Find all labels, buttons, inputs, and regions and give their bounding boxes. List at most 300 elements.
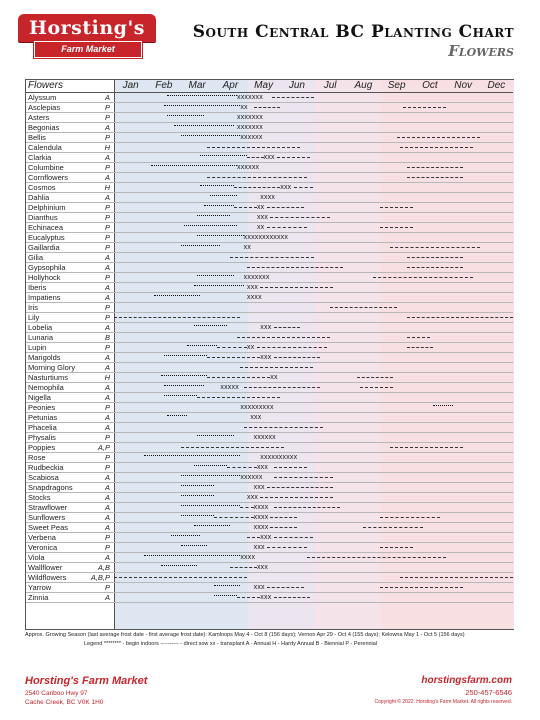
flower-type: A bbox=[104, 353, 110, 362]
direct-sow-mark bbox=[407, 347, 434, 348]
table-row bbox=[26, 113, 513, 123]
flower-type: P bbox=[104, 113, 110, 122]
flower-name: Dianthus bbox=[28, 213, 58, 222]
table-row bbox=[26, 203, 513, 213]
table-row bbox=[26, 473, 513, 483]
logo-name: Horsting's bbox=[29, 17, 145, 39]
transplant-mark: xxxxx bbox=[220, 384, 239, 391]
transplant-mark: xxxx bbox=[253, 504, 269, 511]
flower-name: Marigolds bbox=[28, 353, 61, 362]
flower-type: H bbox=[104, 373, 110, 382]
direct-sow-mark bbox=[267, 547, 307, 548]
flower-name: Scabiosa bbox=[28, 473, 59, 482]
direct-sow-mark bbox=[267, 227, 307, 228]
table-row bbox=[26, 213, 513, 223]
table-row bbox=[26, 343, 513, 353]
indoor-start-mark bbox=[167, 415, 187, 416]
indoor-start-mark bbox=[197, 275, 234, 276]
flower-type: A bbox=[104, 413, 110, 422]
direct-sow-mark bbox=[274, 327, 301, 328]
flower-name: Rose bbox=[28, 453, 46, 462]
direct-sow-mark bbox=[407, 317, 513, 318]
flower-type: A,B bbox=[97, 563, 110, 572]
direct-sow-mark bbox=[207, 177, 307, 178]
indoor-start-mark bbox=[194, 525, 231, 526]
indoor-start-mark bbox=[181, 545, 208, 546]
flower-type: P bbox=[104, 213, 110, 222]
direct-sow-mark bbox=[270, 517, 297, 518]
flower-type: P bbox=[104, 103, 110, 112]
table-row bbox=[26, 553, 513, 563]
transplant-mark: xxxx bbox=[247, 294, 262, 301]
flower-type: P bbox=[104, 233, 110, 242]
indoor-start-mark bbox=[214, 585, 241, 586]
indoor-start-mark bbox=[197, 235, 244, 236]
transplant-mark: xxxxxxxxxx bbox=[260, 454, 298, 461]
flower-name: Sunflowers bbox=[28, 513, 66, 522]
month-header-nov: Nov bbox=[454, 80, 473, 91]
indoor-start-mark bbox=[197, 215, 230, 216]
indoor-start-mark bbox=[164, 355, 207, 356]
direct-sow-mark bbox=[247, 537, 260, 538]
direct-sow-mark bbox=[390, 247, 480, 248]
flower-name: Asters bbox=[28, 113, 50, 122]
direct-sow-mark bbox=[294, 187, 314, 188]
flower-name: Delphinium bbox=[28, 203, 66, 212]
flower-name: Veronica bbox=[28, 543, 58, 552]
flower-type: P bbox=[104, 403, 110, 412]
indoor-start-mark bbox=[184, 225, 237, 226]
table-row bbox=[26, 103, 513, 113]
direct-sow-mark bbox=[260, 497, 333, 498]
indoor-start-mark bbox=[164, 105, 240, 106]
table-row bbox=[26, 313, 513, 323]
table-row bbox=[26, 143, 513, 153]
footer-website-link[interactable]: horstingsfarm.com bbox=[421, 675, 512, 686]
table-row bbox=[26, 233, 513, 243]
direct-sow-mark bbox=[400, 147, 473, 148]
transplant-mark: xxxxxx bbox=[240, 474, 263, 481]
direct-sow-mark bbox=[197, 397, 280, 398]
flower-type: P bbox=[104, 313, 110, 322]
indoor-start-mark bbox=[187, 345, 217, 346]
transplant-mark: xxxx bbox=[253, 514, 269, 521]
table-row bbox=[26, 503, 513, 513]
flower-name: Gypsophila bbox=[28, 263, 66, 272]
indoor-start-mark bbox=[181, 495, 214, 496]
flower-type: A bbox=[104, 193, 110, 202]
direct-sow-mark bbox=[397, 137, 480, 138]
month-header-jan: Jan bbox=[122, 80, 139, 91]
flower-name: Poppies bbox=[28, 443, 56, 452]
footer-business-name: Horsting's Farm Market bbox=[25, 675, 148, 687]
direct-sow-mark bbox=[403, 107, 446, 108]
flower-name: Gaillardia bbox=[28, 243, 60, 252]
month-header-sep: Sep bbox=[387, 80, 406, 91]
footer-address-line2: Cache Creek, BC V0K 1H0 bbox=[25, 699, 104, 706]
indoor-start-mark bbox=[181, 485, 214, 486]
footer-phone: 250-457-6546 bbox=[465, 688, 512, 697]
table-row bbox=[26, 483, 513, 493]
direct-sow-mark bbox=[240, 367, 313, 368]
flower-type: P bbox=[104, 463, 110, 472]
growing-season-note: Approx. Growing Season (last average frost date - first average frost date): Kamloops May 4 - Oct 8 (156 days); Vernon Apr 29 - Oct 4 (155 days); Kelowna May 1 - Oct 5 (156 days) bbox=[25, 632, 465, 638]
footer-address-line1: 2540 Cariboo Hwy 97 bbox=[25, 690, 88, 697]
month-header-feb: Feb bbox=[155, 80, 173, 91]
flower-type: H bbox=[104, 143, 110, 152]
flower-name: Bellis bbox=[28, 133, 46, 142]
flower-name: Clarkia bbox=[28, 153, 52, 162]
flower-name: Strawflower bbox=[28, 503, 68, 512]
table-row bbox=[26, 403, 513, 413]
direct-sow-mark bbox=[407, 177, 464, 178]
flower-name: Asclepias bbox=[28, 103, 61, 112]
table-row bbox=[26, 523, 513, 533]
flower-type: P bbox=[104, 533, 110, 542]
flower-name: Zinnia bbox=[28, 593, 49, 602]
table-row bbox=[26, 173, 513, 183]
indoor-start-mark bbox=[151, 165, 237, 166]
direct-sow-mark bbox=[237, 597, 260, 598]
direct-sow-mark bbox=[274, 477, 334, 478]
direct-sow-mark bbox=[234, 207, 257, 208]
indoor-start-mark bbox=[181, 475, 241, 476]
planting-chart bbox=[25, 79, 514, 630]
table-row bbox=[26, 453, 513, 463]
month-header-may: May bbox=[254, 80, 274, 91]
indoor-start-mark bbox=[154, 295, 201, 296]
transplant-mark: xxx bbox=[256, 564, 269, 571]
transplant-mark: xxx bbox=[256, 464, 269, 471]
table-row bbox=[26, 273, 513, 283]
flower-name: Lily bbox=[28, 313, 40, 322]
flower-type: P bbox=[104, 273, 110, 282]
footer-copyright: Copyright © 2022. Horsting's Farm Market. All rights reserved. bbox=[374, 699, 512, 705]
flower-type: A bbox=[104, 513, 110, 522]
flower-type: P bbox=[104, 433, 110, 442]
direct-sow-mark bbox=[407, 167, 464, 168]
transplant-mark: xx bbox=[243, 244, 252, 251]
table-row bbox=[26, 543, 513, 553]
page-title: South Central BC Planting Chart bbox=[192, 22, 514, 42]
table-row bbox=[26, 583, 513, 593]
transplant-mark: xxx bbox=[260, 594, 272, 601]
direct-sow-mark bbox=[277, 157, 310, 158]
table-row bbox=[26, 433, 513, 443]
indoor-start-mark bbox=[144, 455, 240, 456]
direct-sow-mark bbox=[400, 577, 513, 578]
indoor-start-mark bbox=[194, 325, 227, 326]
flower-name: Petunias bbox=[28, 413, 58, 422]
flower-name: Lunaria bbox=[28, 333, 54, 342]
flower-type: A bbox=[104, 553, 110, 562]
direct-sow-mark bbox=[274, 507, 341, 508]
table-row bbox=[26, 133, 513, 143]
flower-name: Sweet Peas bbox=[28, 523, 69, 532]
month-header-jun: Jun bbox=[288, 80, 305, 91]
flower-type: P bbox=[104, 223, 110, 232]
direct-sow-mark bbox=[214, 517, 254, 518]
transplant-mark: xxx bbox=[256, 214, 269, 221]
table-row bbox=[26, 243, 513, 253]
flower-name: Verbena bbox=[28, 533, 56, 542]
indoor-start-mark bbox=[164, 395, 197, 396]
direct-sow-mark bbox=[407, 257, 464, 258]
direct-sow-mark bbox=[267, 587, 304, 588]
table-row bbox=[26, 123, 513, 133]
transplant-mark: xxx bbox=[247, 284, 259, 291]
flower-name: Lupin bbox=[28, 343, 47, 352]
transplant-mark: xx bbox=[256, 224, 265, 231]
table-row bbox=[26, 223, 513, 233]
flower-type: A bbox=[104, 153, 110, 162]
transplant-mark: xxxxxxx bbox=[237, 94, 263, 101]
flower-type: A bbox=[104, 393, 110, 402]
indoor-start-mark bbox=[181, 245, 221, 246]
transplant-mark: xxx bbox=[260, 324, 272, 331]
flower-type: P bbox=[104, 343, 110, 352]
flower-name: Nigella bbox=[28, 393, 51, 402]
table-row bbox=[26, 573, 513, 583]
direct-sow-mark bbox=[307, 557, 447, 558]
direct-sow-mark bbox=[254, 107, 281, 108]
indoor-start-mark bbox=[210, 195, 237, 196]
flower-type: A bbox=[104, 473, 110, 482]
indoor-start-mark bbox=[144, 555, 240, 556]
flower-type: A,P bbox=[97, 443, 110, 452]
transplant-mark: xxxxxxxxx bbox=[240, 404, 274, 411]
flower-name: Begonias bbox=[28, 123, 60, 132]
direct-sow-mark bbox=[380, 547, 413, 548]
transplant-mark: xxxxxx bbox=[237, 164, 260, 171]
direct-sow-mark bbox=[217, 347, 247, 348]
flower-type: A bbox=[104, 263, 110, 272]
brand-logo bbox=[18, 14, 156, 58]
indoor-start-mark bbox=[171, 535, 201, 536]
transplant-mark: xxx bbox=[280, 184, 292, 191]
direct-sow-mark bbox=[380, 227, 413, 228]
flower-name: Phacelia bbox=[28, 423, 57, 432]
flower-type: P bbox=[104, 583, 110, 592]
direct-sow-mark bbox=[267, 487, 334, 488]
table-row bbox=[26, 423, 513, 433]
table-row bbox=[26, 333, 513, 343]
indoor-start-mark bbox=[200, 185, 233, 186]
indoor-start-mark bbox=[194, 465, 227, 466]
transplant-mark: xxxxxxx bbox=[243, 274, 270, 281]
flower-name: Iris bbox=[28, 303, 38, 312]
direct-sow-mark bbox=[270, 217, 330, 218]
flower-type: H bbox=[104, 183, 110, 192]
flower-type: A bbox=[104, 523, 110, 532]
flower-type: A bbox=[104, 293, 110, 302]
indoor-start-mark bbox=[181, 505, 241, 506]
table-row bbox=[26, 153, 513, 163]
direct-sow-mark bbox=[357, 377, 394, 378]
table-row bbox=[26, 193, 513, 203]
flower-name: Wildflowers bbox=[28, 573, 67, 582]
direct-sow-mark bbox=[330, 307, 397, 308]
flower-name: Wallflower bbox=[28, 563, 63, 572]
flower-type: A bbox=[104, 253, 110, 262]
flower-name: Yarrow bbox=[28, 583, 52, 592]
flower-type: P bbox=[104, 243, 110, 252]
flower-name: Cornflowers bbox=[28, 173, 69, 182]
transplant-mark: xx bbox=[247, 344, 255, 351]
transplant-mark: xx bbox=[270, 374, 278, 381]
direct-sow-mark bbox=[114, 317, 240, 318]
table-row bbox=[26, 493, 513, 503]
transplant-mark: xxxxxx bbox=[240, 134, 263, 141]
direct-sow-mark bbox=[244, 427, 324, 428]
transplant-mark: xxx bbox=[260, 354, 272, 361]
flower-type: P bbox=[104, 203, 110, 212]
direct-sow-mark bbox=[257, 347, 327, 348]
indoor-start-mark bbox=[214, 595, 237, 596]
direct-sow-mark bbox=[230, 567, 257, 568]
table-row bbox=[26, 463, 513, 473]
transplant-mark: xxxx bbox=[260, 194, 276, 201]
indoor-start-mark bbox=[164, 385, 204, 386]
month-header-jul: Jul bbox=[323, 80, 337, 91]
direct-sow-mark bbox=[237, 337, 330, 338]
direct-sow-mark bbox=[380, 517, 440, 518]
page-subtitle: Flowers bbox=[448, 42, 514, 60]
transplant-mark: xx bbox=[240, 104, 248, 111]
flower-name: Columbine bbox=[28, 163, 64, 172]
indoor-start-mark bbox=[194, 285, 244, 286]
direct-sow-mark bbox=[270, 527, 297, 528]
direct-sow-mark bbox=[407, 337, 430, 338]
direct-sow-mark bbox=[207, 357, 260, 358]
indoor-start-mark bbox=[197, 435, 234, 436]
direct-sow-mark bbox=[247, 267, 343, 268]
direct-sow-mark bbox=[234, 187, 281, 188]
table-row bbox=[26, 183, 513, 193]
flower-name: Gilia bbox=[28, 253, 44, 262]
flower-name: Impatiens bbox=[28, 293, 61, 302]
indoor-start-mark bbox=[204, 205, 234, 206]
table-row bbox=[26, 353, 513, 363]
table-row bbox=[26, 393, 513, 403]
legend: Legend ******** - begin indoors ---------- - direct sow xx - transplant A - Annual H - Hardy Annual B - Biennial P - Perennial bbox=[84, 641, 378, 647]
logo-subname: Farm Market bbox=[34, 41, 142, 58]
direct-sow-mark bbox=[380, 587, 463, 588]
flower-name: Cosmos bbox=[28, 183, 56, 192]
direct-sow-mark bbox=[363, 527, 423, 528]
flower-type: P bbox=[104, 133, 110, 142]
transplant-mark: xxxxxxx bbox=[237, 114, 263, 121]
direct-sow-mark bbox=[274, 597, 311, 598]
flower-name: Nasturtiums bbox=[28, 373, 69, 382]
indoor-start-mark bbox=[167, 115, 204, 116]
transplant-mark: xx bbox=[256, 204, 265, 211]
direct-sow-mark bbox=[230, 257, 313, 258]
month-header-oct: Oct bbox=[422, 80, 438, 91]
transplant-mark: xxx bbox=[253, 544, 265, 551]
month-header-aug: Aug bbox=[354, 80, 373, 91]
flower-name: Viola bbox=[28, 553, 45, 562]
direct-sow-mark bbox=[207, 147, 300, 148]
flower-type: A bbox=[104, 483, 110, 492]
flower-type: A bbox=[104, 283, 110, 292]
table-row bbox=[26, 563, 513, 573]
flower-type: A bbox=[104, 503, 110, 512]
table-row bbox=[26, 413, 513, 423]
flower-name: Hollyhock bbox=[28, 273, 61, 282]
flower-type: A bbox=[104, 323, 110, 332]
flower-type: P bbox=[104, 453, 110, 462]
flower-name: Calendula bbox=[28, 143, 62, 152]
indoor-start-mark bbox=[181, 515, 214, 516]
direct-sow-mark bbox=[267, 207, 304, 208]
transplant-mark: xxxx bbox=[253, 524, 269, 531]
flower-type: A bbox=[104, 363, 110, 372]
flower-name: Morning Glory bbox=[28, 363, 76, 372]
table-row bbox=[26, 373, 513, 383]
transplant-mark: xxxx bbox=[240, 554, 256, 561]
flower-name: Stocks bbox=[28, 493, 51, 502]
transplant-mark: xxxxxxx bbox=[237, 124, 263, 131]
table-row bbox=[26, 513, 513, 523]
direct-sow-mark bbox=[207, 377, 270, 378]
flower-type: A bbox=[104, 383, 110, 392]
table-row bbox=[26, 163, 513, 173]
flower-type: A,B,P bbox=[90, 573, 110, 582]
flower-name: Iberis bbox=[28, 283, 47, 292]
direct-sow-mark bbox=[380, 207, 413, 208]
direct-sow-mark bbox=[373, 277, 473, 278]
month-header-dec: Dec bbox=[487, 80, 506, 91]
table-row bbox=[26, 293, 513, 303]
table-row bbox=[26, 303, 513, 313]
flower-name: Rudbeckia bbox=[28, 463, 64, 472]
direct-sow-mark bbox=[274, 467, 307, 468]
indoor-start-mark bbox=[433, 405, 453, 406]
direct-sow-mark bbox=[272, 97, 314, 98]
transplant-mark: xxx bbox=[250, 414, 262, 421]
table-row bbox=[26, 263, 513, 273]
transplant-mark: xxx bbox=[263, 154, 275, 161]
direct-sow-mark bbox=[114, 577, 247, 578]
table-row bbox=[26, 443, 513, 453]
table-row bbox=[26, 363, 513, 373]
direct-sow-mark bbox=[260, 287, 333, 288]
indoor-start-mark bbox=[167, 95, 237, 96]
flower-name: Snapdragons bbox=[28, 483, 73, 492]
direct-sow-mark bbox=[274, 537, 314, 538]
table-row bbox=[26, 593, 513, 603]
transplant-mark: xxx bbox=[260, 534, 272, 541]
flower-type: A bbox=[104, 173, 110, 182]
flower-type: A bbox=[104, 123, 110, 132]
flower-type: P bbox=[104, 163, 110, 172]
flowers-header: Flowers bbox=[28, 80, 64, 91]
flower-name: Lobelia bbox=[28, 323, 53, 332]
flower-name: Echinacea bbox=[28, 223, 64, 232]
table-row bbox=[26, 283, 513, 293]
flower-name: Physalis bbox=[28, 433, 56, 442]
table-row bbox=[26, 383, 513, 393]
flower-type: A bbox=[104, 493, 110, 502]
month-header-apr: Apr bbox=[222, 80, 239, 91]
transplant-mark: xxx bbox=[247, 494, 259, 501]
flower-name: Eucalyptus bbox=[28, 233, 65, 242]
flower-type: A bbox=[104, 593, 110, 602]
direct-sow-mark bbox=[240, 507, 253, 508]
flower-type: A bbox=[104, 423, 110, 432]
transplant-mark: xxxxxx bbox=[253, 434, 276, 441]
